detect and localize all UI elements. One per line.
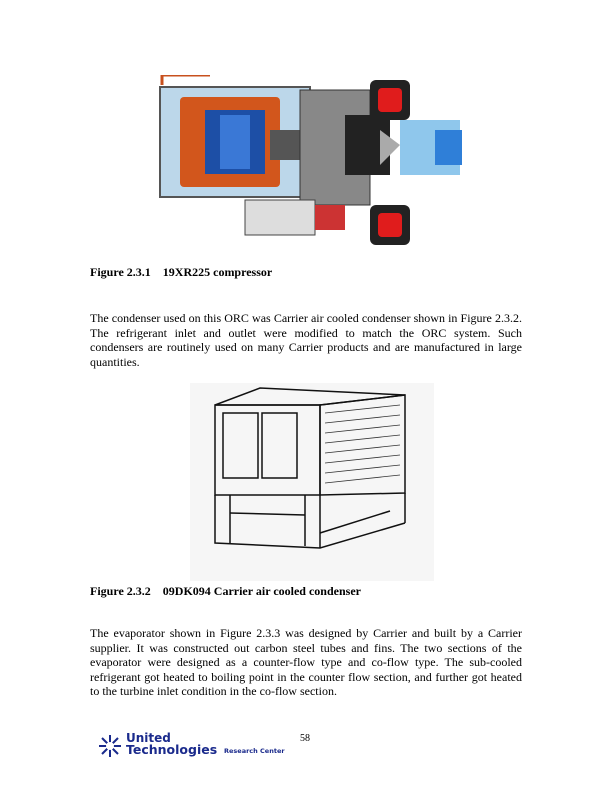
text-line: quantities.: [90, 354, 140, 369]
logo-subtitle: Research Center: [224, 747, 285, 755]
caption-text: 09DK094 Carrier air cooled condenser: [162, 584, 361, 598]
caption-number: Figure 2.3.2: [90, 584, 151, 598]
page-number: 58: [300, 733, 310, 744]
text-line: The condenser used on this ORC was Carrier air cooled condenser shown in Figure 2.3.2.: [90, 311, 522, 325]
logo-line2: Technologies: [126, 742, 218, 757]
paragraph: [90, 311, 522, 369]
caption-number: Figure 2.3.1: [90, 265, 151, 279]
logo-line1: United: [126, 731, 171, 745]
paragraph: [90, 626, 522, 699]
text-line: condensers are routinely used on many Carrier products and are manufactured in large: [90, 340, 522, 354]
text-line: The evaporator shown in Figure 2.3.3 was designed by Carrier and built by a Carrier: [90, 626, 522, 640]
text-line: to the turbine inlet condition in the co-flow section.: [90, 684, 337, 698]
text-line: evaporator were designed as a counter-flow type and co-flow type. The sub-cooled: [90, 655, 522, 669]
compressor-figure: [150, 75, 462, 250]
sunburst-icon: [98, 734, 122, 758]
figure-caption: [90, 584, 361, 599]
caption-text: 19XR225 compressor: [162, 265, 273, 279]
text-line: The refrigerant inlet and outlet were modified to match the ORC system. Such: [90, 325, 522, 340]
condenser-figure: [190, 383, 434, 581]
text-line: refrigerant got heated to boiling point in the counter flow section, and further got heated: [90, 669, 522, 684]
figure-caption: [90, 265, 272, 280]
text-line: supplier. It was constructed out carbon steel tubes and fins. The two sections of the: [90, 640, 522, 655]
